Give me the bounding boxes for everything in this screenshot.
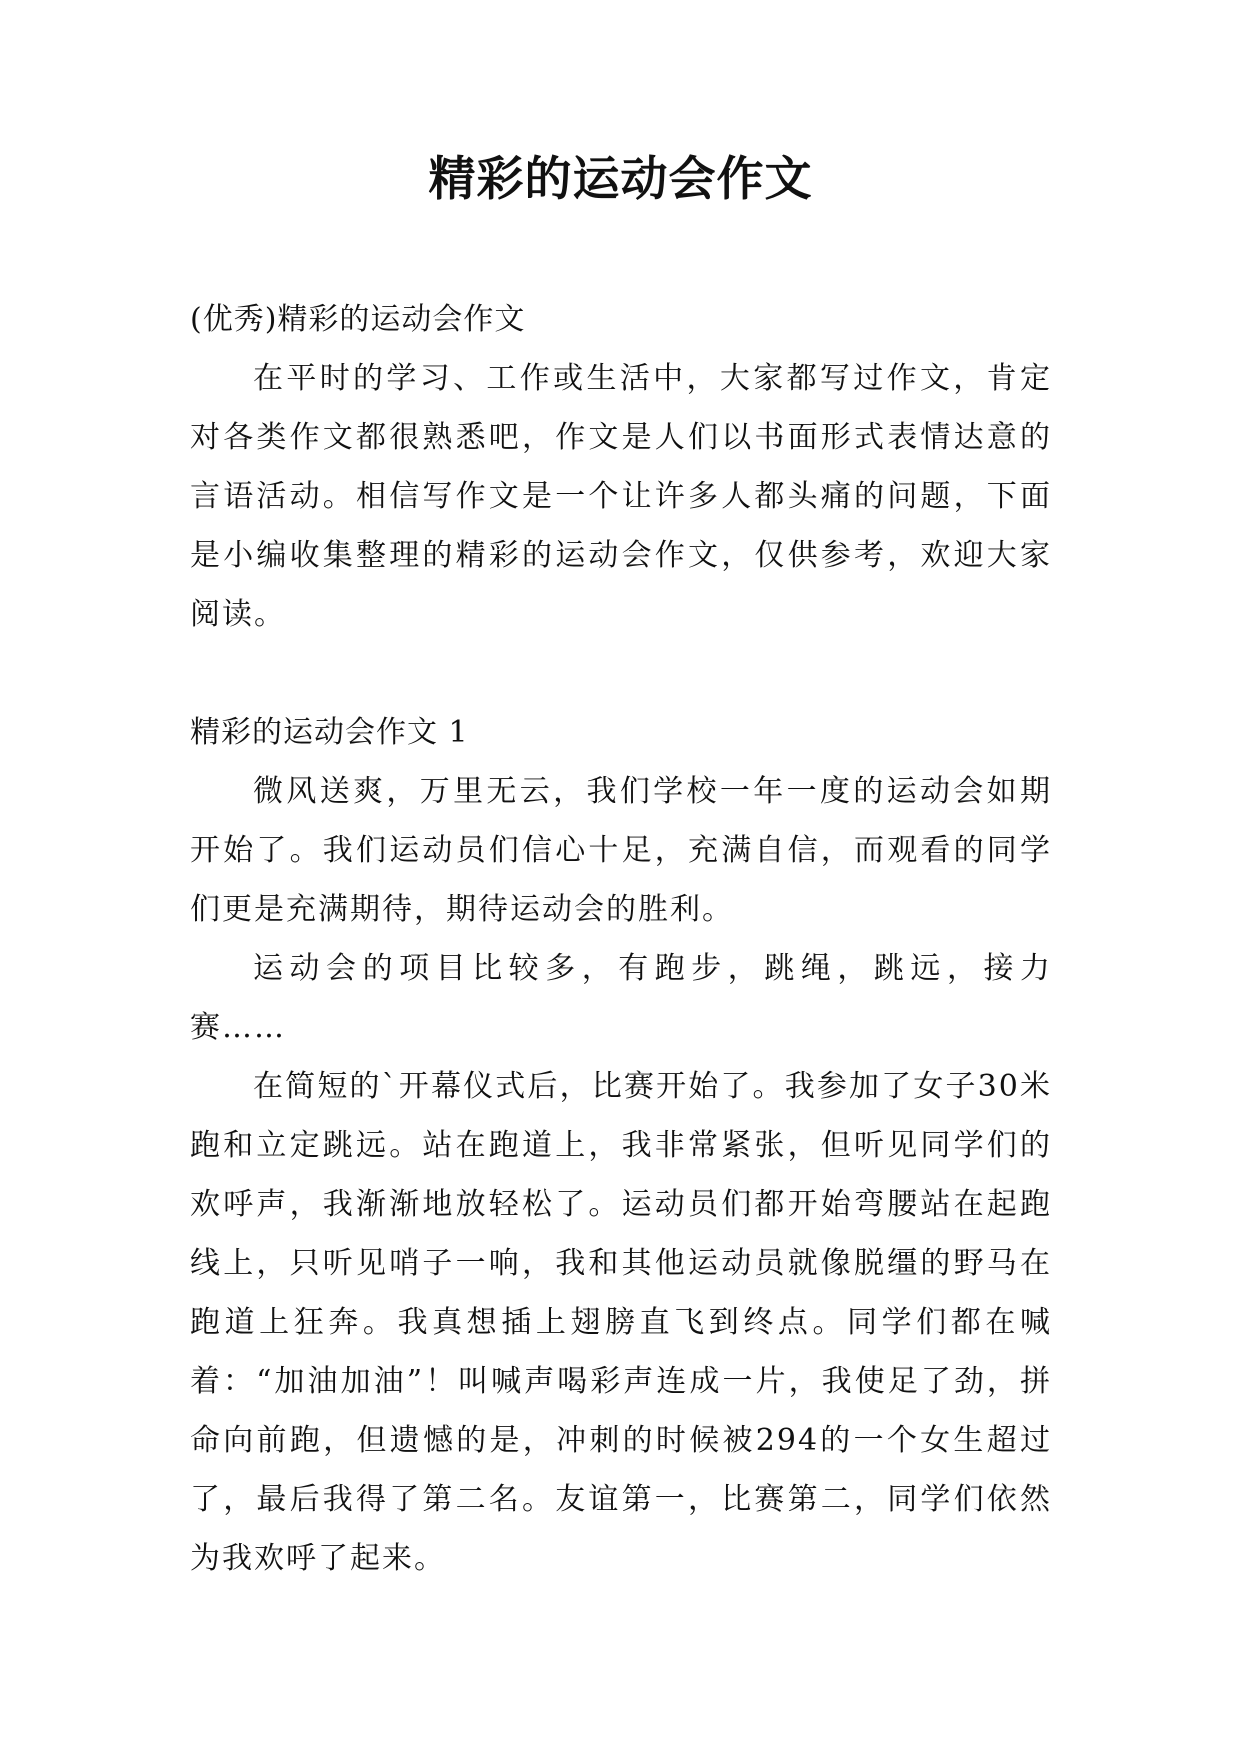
body-paragraph: 在简短的`开幕仪式后，比赛开始了。我参加了女子30米跑和立定跳远。站在跑道上，我非常紧张，但听见同学们的欢呼声，我渐渐地放轻松了。运动员们都开始弯腰站在起跑线上，只听见哨子一响，我和其他运动员就像脱缰的野马在跑道上狂奔。我真想插上翅膀直飞到终点。同学们都在喊着：“加油加油”！叫喊声喝彩声连成一片，我使足了劲，拼命向前跑，但遗憾的是，冲刺的时候被294的一个女生超过了，最后我得了第二名。友谊第一，比赛第二，同学们依然为我欢呼了起来。 <box>190 1069 1052 1576</box>
intro-paragraph: 在平时的学习、工作或生活中，大家都写过作文，肯定对各类作文都很熟悉吧，作文是人们以书面形式表情达意的言语活动。相信写作文是一个让许多人都头痛的问题，下面是小编收集整理的精彩的运动会作文，仅供参考，欢迎大家阅读。 <box>190 361 1052 632</box>
document-title: 精彩的运动会作文 <box>428 152 813 207</box>
paragraph-spacer <box>190 644 1052 703</box>
body-paragraph: 微风送爽，万里无云，我们学校一年一度的运动会如期开始了。我们运动员们信心十足，充满自信，而观看的同学们更是充满期待，期待运动会的胜利。 <box>190 774 1052 927</box>
section-heading: 精彩的运动会作文 1 <box>190 715 469 750</box>
document-subtitle: (优秀)精彩的运动会作文 <box>190 302 526 337</box>
document-body <box>190 290 1052 1588</box>
body-paragraph: 运动会的项目比较多，有跑步，跳绳，跳远，接力赛…… <box>190 951 1052 1045</box>
